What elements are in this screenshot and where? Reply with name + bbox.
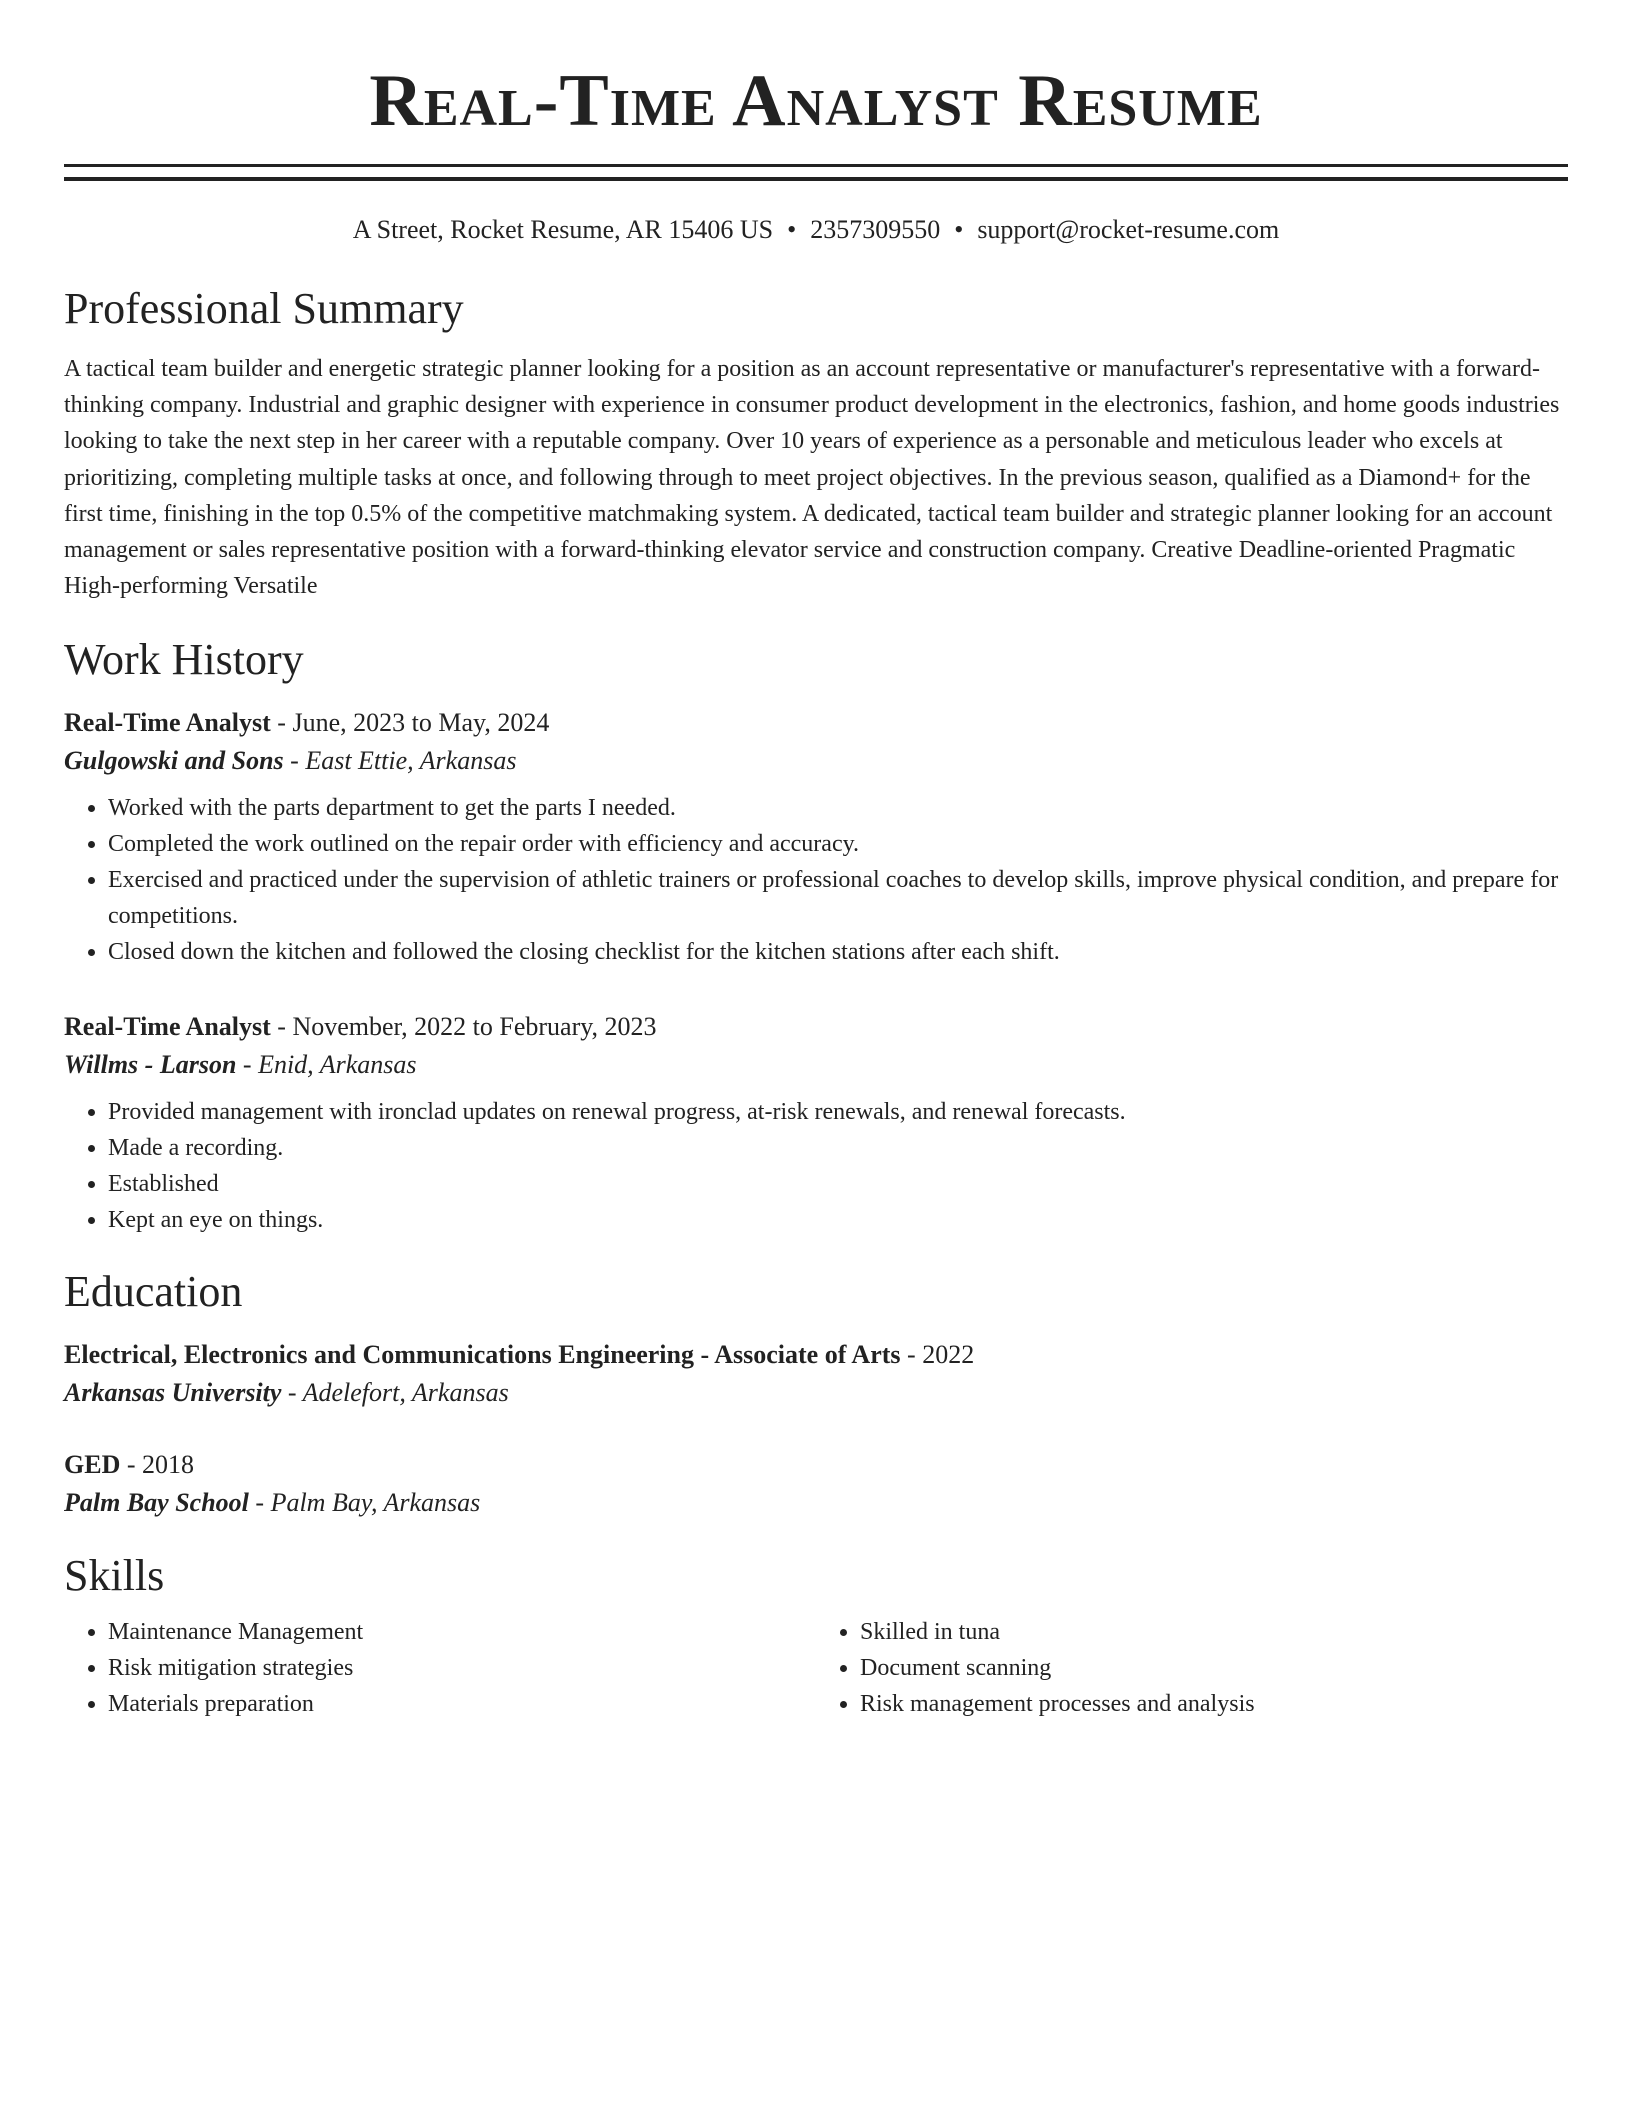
education-school: Palm Bay School — [64, 1488, 249, 1518]
skills-list-right — [816, 1614, 1568, 1722]
job-bullet: • Provided management with ironclad updates on renewal progress, at-risk renewals, and renewal forecasts. — [108, 1094, 1568, 1130]
job-dates: November, 2022 to February, 2023 — [292, 1012, 657, 1042]
education-degree: GED — [64, 1450, 121, 1480]
dash-separator: - — [120, 1450, 143, 1480]
skills-columns — [64, 1614, 1568, 1722]
contact-line — [64, 213, 1568, 247]
skill-item: • Risk management processes and analysis — [860, 1686, 1568, 1722]
education-degree: Electrical, Electronics and Communications Engineering - Associate of Arts — [64, 1340, 901, 1370]
summary-heading: Professional Summary — [64, 284, 464, 333]
job-title: Real-Time Analyst — [64, 1012, 271, 1042]
education-location: Adelefort, Arkansas — [302, 1378, 509, 1408]
skills-heading: Skills — [64, 1551, 165, 1601]
job-company-line — [64, 742, 1568, 780]
job-bullet: • Kept an eye on things. — [108, 1202, 1568, 1238]
job-bullet: • Completed the work outlined on the repair order with efficiency and accuracy. — [108, 826, 1568, 862]
job-title-line — [64, 1008, 1568, 1046]
education-location: Palm Bay, Arkansas — [270, 1488, 481, 1518]
dash-separator: - — [248, 1488, 271, 1518]
education-school-line — [64, 1484, 1568, 1522]
skill-item: • Document scanning — [860, 1650, 1568, 1686]
education-heading: Education — [64, 1267, 243, 1317]
contact-separator: • — [787, 215, 797, 244]
job-company: Willms - Larson — [64, 1050, 237, 1080]
work-history-heading: Work History — [64, 635, 304, 685]
job-company-line — [64, 1046, 1568, 1084]
education-entry — [64, 1446, 1568, 1522]
summary-text: A tactical team builder and energetic strategic planner looking for a position as an account representative or manufacturer's representative with a forward-thinking company. Industrial and graphic designer with experience in consumer product development in the electronics, fashion, and home goods industries looking to take the next step in her career with a reputable company. Over 10 years of experience as a personable and meticulous leader who excels at prioritizing, completing multiple tasks at once, and following through to meet project objectives. In the previous season, qualified as a Diamond+ for the first time, finishing in the top 0.5% of the competitive matchmaking system. A dedicated, tactical team builder and strategic planner looking for an account management or sales representative position with a forward-thinking elevator service and construction company. Creative Deadline-oriented Pragmatic High-performing Versatile — [64, 356, 1560, 600]
contact-address: A Street, Rocket Resume, AR 15406 US — [352, 215, 774, 244]
job-dates: June, 2023 to May, 2024 — [292, 708, 550, 738]
job-bullet-list — [64, 790, 1568, 970]
contact-phone: 2357309550 — [810, 215, 941, 244]
resume-title: Real-Time Analyst Resume — [369, 60, 1263, 142]
education-school-line — [64, 1374, 1568, 1412]
education-school: Arkansas University — [64, 1378, 282, 1408]
job-bullet-list — [64, 1094, 1568, 1238]
dash-separator: - — [236, 1050, 259, 1080]
job-bullet: • Established — [108, 1166, 1568, 1202]
education-year: 2022 — [922, 1340, 975, 1370]
skills-list-left — [64, 1614, 816, 1722]
dash-separator: - — [270, 1012, 293, 1042]
education-entry — [64, 1336, 1568, 1412]
dash-separator: - — [281, 1378, 303, 1408]
skill-item: • Materials preparation — [108, 1686, 816, 1722]
job-title-line — [64, 704, 1568, 742]
skill-item: • Skilled in tuna — [860, 1614, 1568, 1650]
job-bullet: • Exercised and practiced under the supervision of athletic trainers or professional coaches to develop skills, improve physical condition, and prepare for competitions. — [108, 862, 1568, 934]
contact-separator: • — [954, 215, 964, 244]
job-entry — [64, 1008, 1568, 1238]
job-bullet: • Worked with the parts department to get the parts I needed. — [108, 790, 1568, 826]
job-bullet: • Made a recording. — [108, 1130, 1568, 1166]
dash-separator: - — [283, 746, 306, 776]
contact-email: support@rocket-resume.com — [977, 215, 1280, 244]
job-title: Real-Time Analyst — [64, 708, 271, 738]
title-double-rule — [64, 164, 1568, 181]
dash-separator: - — [900, 1340, 923, 1370]
job-company: Gulgowski and Sons — [64, 746, 284, 776]
job-entry — [64, 704, 1568, 970]
education-year: 2018 — [142, 1450, 195, 1480]
job-location: Enid, Arkansas — [258, 1050, 417, 1080]
skill-item: • Risk mitigation strategies — [108, 1650, 816, 1686]
education-degree-line — [64, 1336, 1568, 1374]
education-degree-line — [64, 1446, 1568, 1484]
job-bullet: • Closed down the kitchen and followed the closing checklist for the kitchen stations after each shift. — [108, 934, 1568, 970]
dash-separator: - — [270, 708, 293, 738]
skill-item: • Maintenance Management — [108, 1614, 816, 1650]
job-location: East Ettie, Arkansas — [305, 746, 517, 776]
